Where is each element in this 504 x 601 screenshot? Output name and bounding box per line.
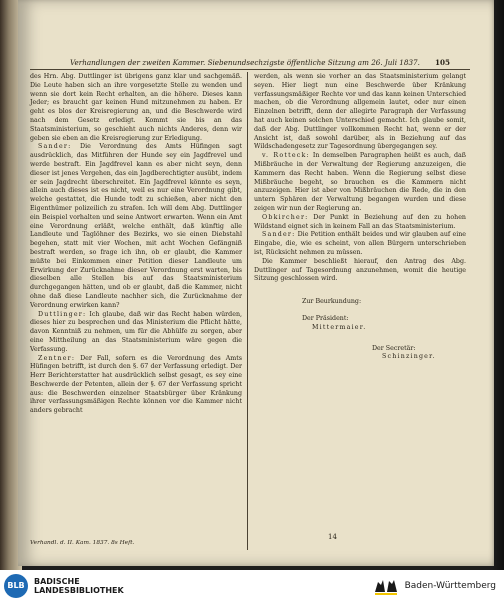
document-page	[18, 0, 494, 566]
left-column	[30, 73, 242, 416]
paragraph	[254, 73, 466, 152]
blb-branding[interactable]	[4, 574, 124, 598]
paragraph	[30, 73, 242, 143]
running-title: Verhandlungen der zweiten Kammer. Siebenundsechzigste öffentliche Sitzung am 26. Juli 1837.	[70, 58, 420, 67]
right-column	[254, 73, 466, 362]
paragraph-text: des Hrn. Abg. Duttlinger ist übrigens ganz klar und sachgemäß. Die Leute haben sich an ihre vorgesetzte Stelle zu wenden und wenn sie dort kein Recht erhalten, an die höhere. Dieses kann Jeder; es braucht gar keinen Hund mitzunehmen zu haben. Er geht es blos der Kreisregierung an, und die Beschwerde wird nach dem Gesetz erledigt. Kommt sie bis an das Staatsministerium, so geschieht auch nichts Anderes, denn wir geben sie eben an die Kreisregierung zur Erledigung.	[30, 73, 242, 142]
paragraph-text: Die Kammer beschließt hierauf, den Antrag des Abg. Duttlinger auf Tagesordnung anzunehmen, womit die heutige Sitzung geschlossen wird.	[254, 257, 466, 283]
paragraph-text: Die Verordnung des Amts Hüfingen sagt ausdrücklich, das Mitführen der Hunde sey ein Jagdfrevel und werde bestraft. Ein Jagdfrevel kann es aber nicht seyn, denn dieser ist jenes Vergehen, das ein Jagdberechtigter ausübt, indem er sein Jagdrecht überschreitet. Ein Jagdfrevel könnte es seyn, allein auch dieses ist es nicht, weil es nur eine Verordnung gibt, welche gestattet, die Hunde todt zu schießen, aber nicht den Eigenthümer polizeilich zu strafen. Ich will dem Abg. Duttlinger ein Beispiel vorhalten und seine Antwort erwarten. Wenn ein Amt eine Verordnung erläßt, welche enthält, daß künftig alle Landleute und Taglöhner des Bezirks, wo sie einen Diebstahl begehen, statt mit vier Wochen, mit acht Wochen Gefängniß bestraft werden, so frage ich ihn, ob er glaubt, die Kammer müßte bei Einkommen einer Petition dieser Landleute um Erwirkung der Zurücknahme dieser Verordnung erst warten, bis dieselben alle Stellen bis auf das Staatsministerium durchgegangen hätten, und ob er glaubt, daß die Kammer, nicht ohne daß diese Landleute nachher sich, die Zurücknahme der Verordnung erwirken kann?	[30, 143, 242, 309]
paragraph-text: In demselben Paragraphen heißt es auch, daß Mißbräuche in der Verwaltung der Regierung anzuzeigen, die Kammern das Recht haben. Wenn die Regierung selbst diese Mißbräuche begeht, so brauchen es die Kammern nicht anzuzeigen. Hier ist aber von Mißbräuchen die Rede, die in den untern Sphären der Verwaltung begangen wurden und diese zeigen wir nun der Regierung an.	[254, 152, 466, 212]
paragraph	[30, 143, 242, 310]
bw-name: Baden-Württemberg	[404, 580, 496, 591]
secretary-name: Schinzinger.	[382, 353, 436, 361]
bw-branding[interactable]	[373, 576, 496, 596]
paragraph-text: Ich glaube, daß wir das Recht haben würden, dieses hier zu besprechen und das Ministerium die Pflicht hätte, davon Kenntniß zu nehmen, um für die Abhülfe zu sorgen, aber eine Mittheilung an das Staatsministerium wäre gegen die Verfassung.	[30, 310, 242, 353]
running-header	[70, 58, 450, 67]
column-divider	[247, 72, 248, 550]
footnote-signature-line: Verhandl. d. II. Kam. 1837. 8s Heft.	[30, 540, 135, 546]
paragraph-text: werden, als wenn sie vorher an das Staatsministerium gelangt seyen. Hier liegt nun eine Beschwerde über Kränkung verfassungsmäßiger Rechte vor und das kann keinen Unterschied machen, ob die Verordnung allgemein lautet, oder nur einen Einzelnen betrifft, denn der allegirte Paragraph der Verfassung hat auch keinen solchen Unterschied gemacht. Ich glaube somit, daß der Abg. Duttlinger vollkommen Recht hat, wenn er der Ansicht ist, daß sowohl darüber, als in Beziehung auf das Wildschadengesetz zur Tagesordnung übergegangen sey.	[254, 73, 466, 151]
paragraph	[30, 311, 242, 355]
secretary-title: Der Secretär:	[372, 344, 416, 352]
president-title: Der Präsident:	[302, 314, 349, 322]
paragraph	[254, 214, 466, 232]
printer-signature-mark: 14	[328, 533, 337, 541]
page-number: 105	[434, 58, 450, 67]
speaker-name: Zentner:	[38, 354, 76, 362]
paragraph	[254, 258, 466, 284]
paragraph-text: Der Punkt in Beziehung auf den zu hohen Wildstand eignet sich in keinem Fall an das Staatsministerium.	[254, 213, 466, 230]
paragraph	[254, 231, 466, 257]
paragraph	[30, 355, 242, 417]
speaker-name: Sander:	[262, 231, 296, 239]
certification-line: Zur Beurkundung:	[302, 298, 362, 306]
baden-wuerttemberg-lions-icon	[373, 576, 399, 596]
speaker-name: Obkircher:	[262, 213, 309, 221]
blb-name	[34, 577, 124, 595]
viewer-footer-bar	[0, 570, 504, 601]
president-name: Mittermaier.	[312, 323, 367, 331]
speaker-name: v. Rotteck:	[262, 152, 310, 160]
page-edge-shadow	[492, 0, 504, 570]
blb-logo-icon: BLB	[4, 574, 28, 598]
paragraph-text: Der Fall, sofern es die Verordnung des Amts Hüfingen betrifft, ist durch den §. 67 der Verfassung erledigt. Der Herr Berichterstatter hat ausdrücklich selbst gesagt, es sey eine Beschwerde der Petenten, allein der §. 67 der Verfassung spricht aus: die Beschwerden einzelner Staatsbürger über Kränkung ihrer verfassungsmäßigen Rechte können vor die Kammer nicht anders gebracht	[30, 354, 242, 415]
blb-name-line1: BADISCHE	[34, 576, 80, 586]
paragraph-text: Die Petition enthält beides und wir glauben auf eine Eingabe, die, wie es scheint, von allen Bürgern unterschrieben ist, Rücksicht nehmen zu müssen.	[254, 231, 466, 256]
speaker-name: Duttlinger:	[38, 310, 87, 318]
paragraph	[254, 152, 466, 214]
header-rule	[30, 69, 470, 70]
speaker-name: Sander:	[38, 143, 72, 151]
blb-name-line2: LANDESBIBLIOTHEK	[34, 585, 124, 595]
